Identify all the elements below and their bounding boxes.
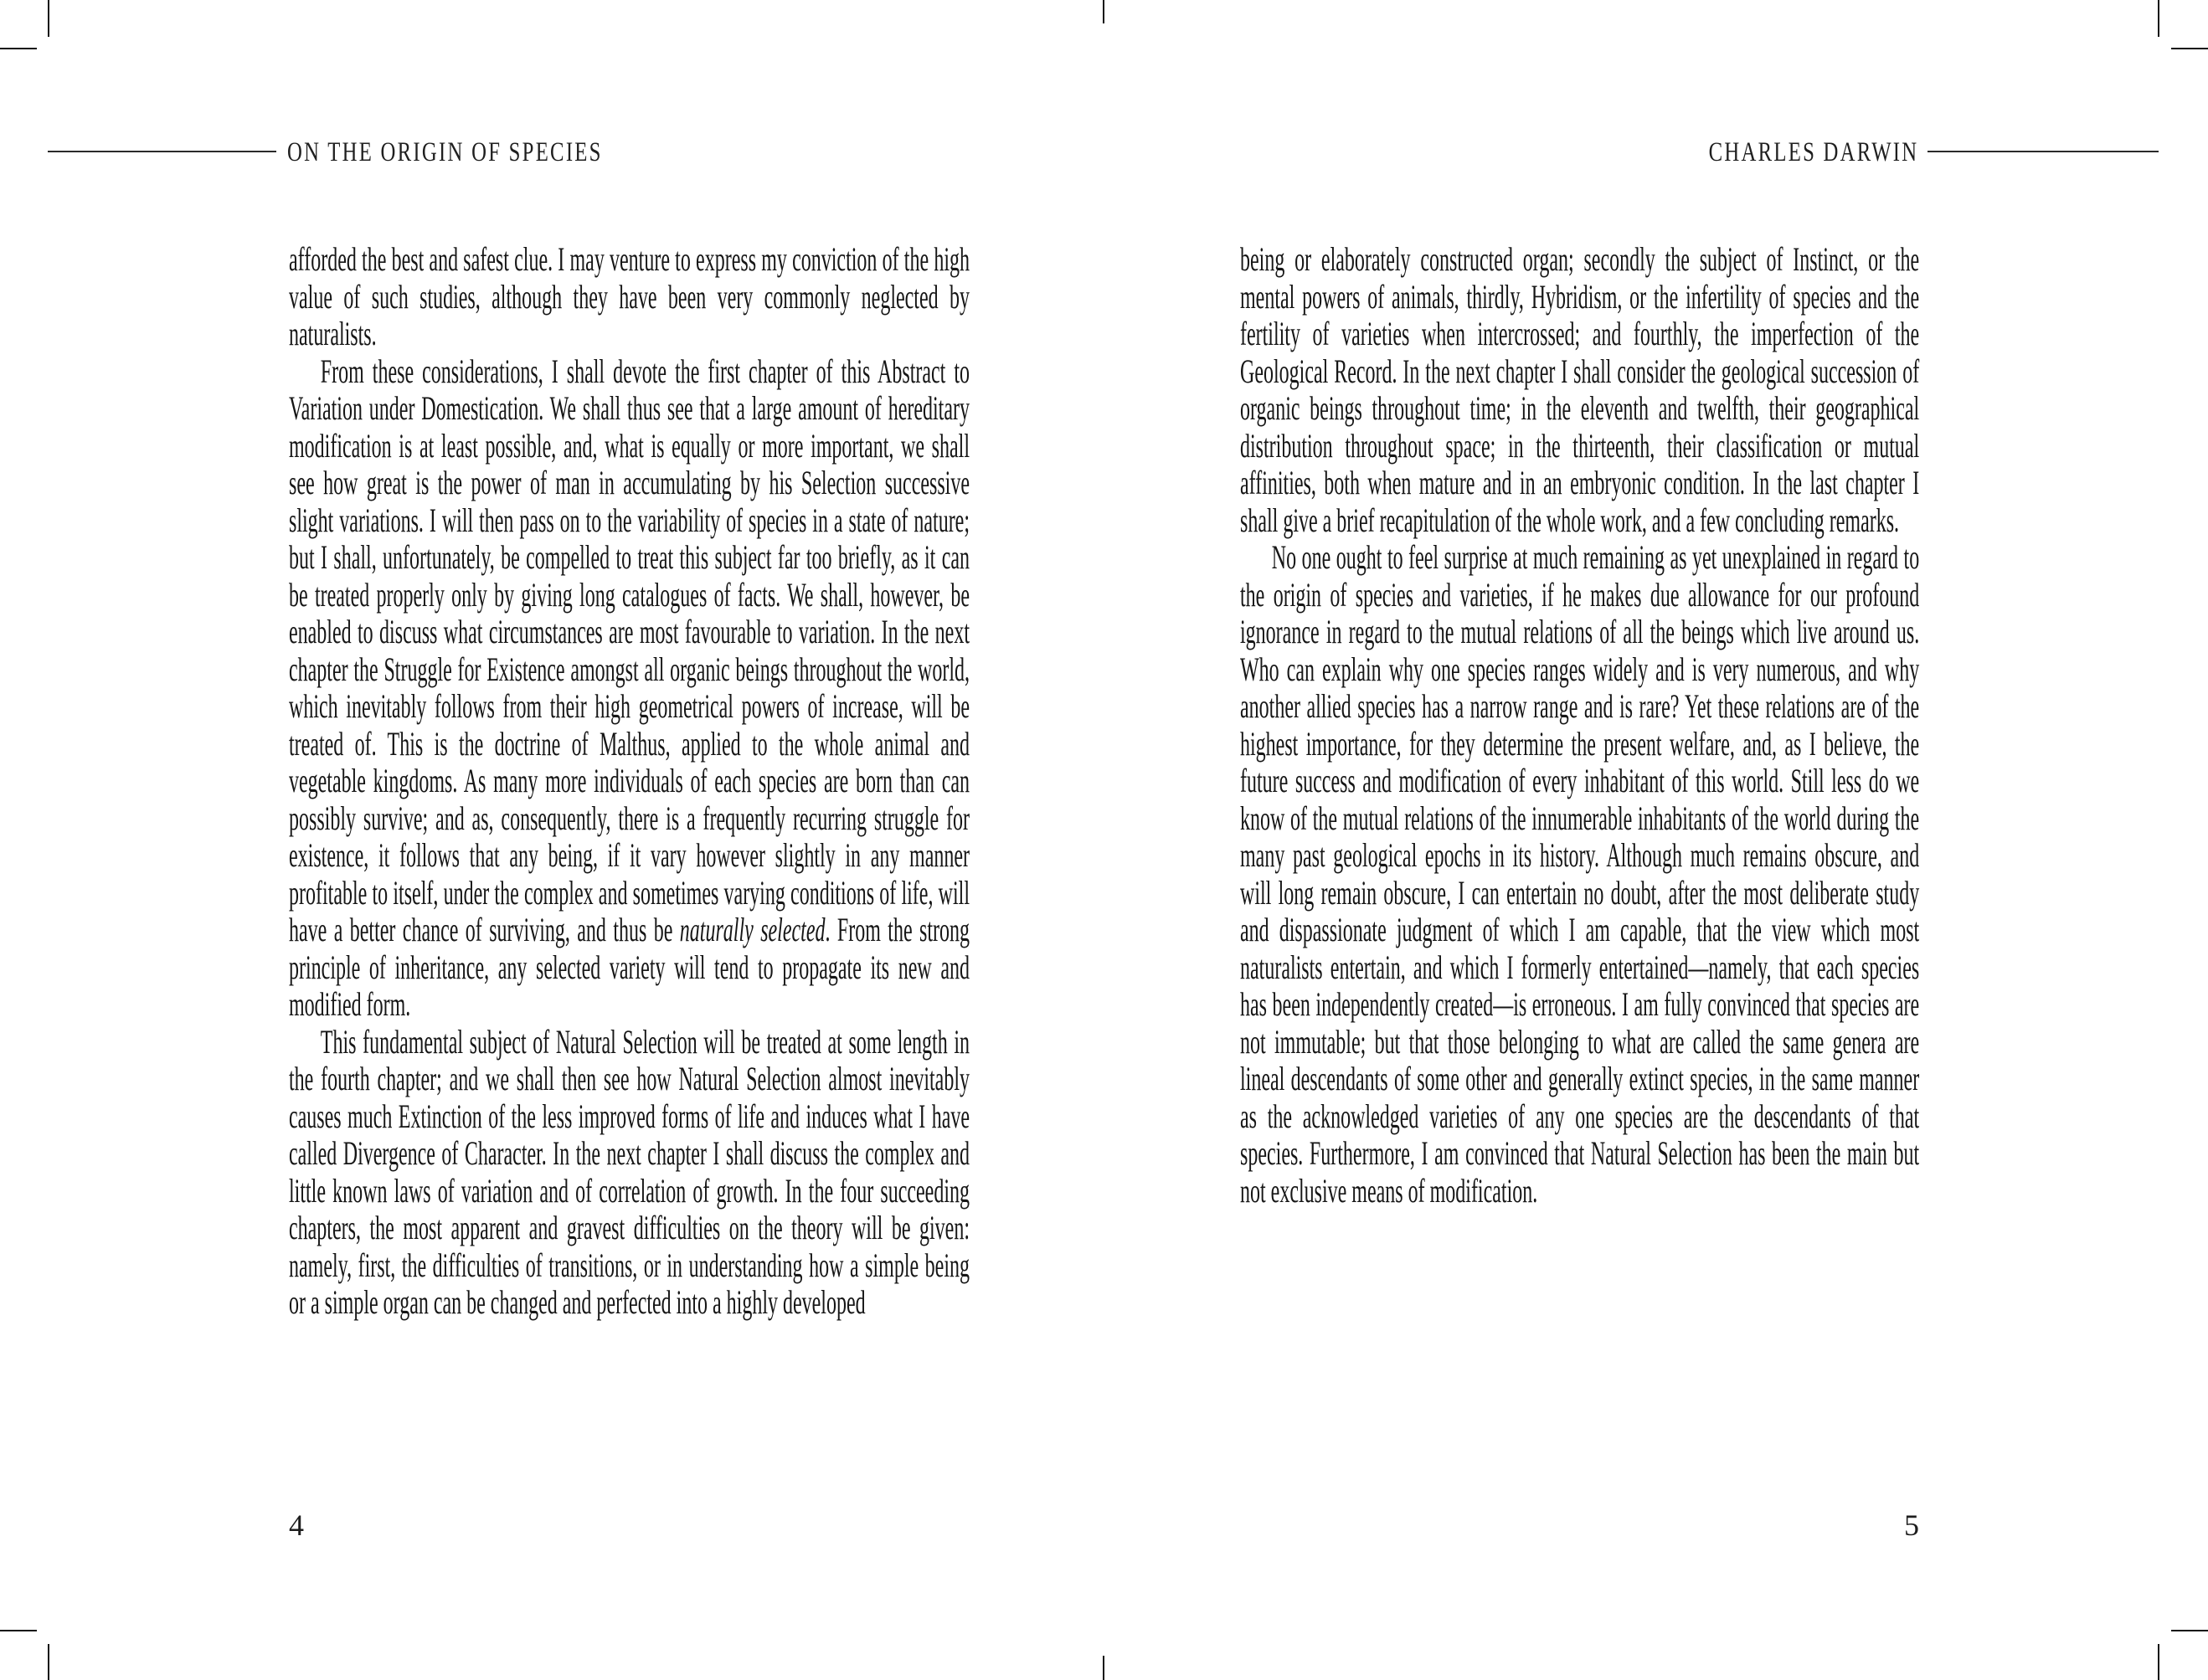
text-run: This fundamental subject of Natural Selection will be treated at some length in the fourth chapter; and we shall then see how Natural Selection almost inevitably causes much Extinction of the less improved forms of life and induces what I have called Divergence of Character. In the next chapter I shall discuss the complex and little known laws of variation and of correlation of growth. In the four succeeding chapters, the most apparent and gravest difficulties on the theory will be given: namely, first, the difficulties of transitions, or in understanding how a simple being or a simple organ can be changed and perfected into a highly developed: [289, 1022, 970, 1321]
text-run: afforded the best and safest clue. I may venture to express my conviction of the high value of such studies, although they have been very commonly neglected by naturalists.: [289, 240, 970, 352]
crop-mark-bottom-right-vertical: [2158, 1644, 2159, 1680]
body-paragraph: [1240, 241, 1919, 539]
body-paragraph: [289, 241, 970, 353]
text-column-left-page: [289, 241, 970, 1322]
crop-mark-bottom-right-horizontal: [2171, 1630, 2208, 1631]
body-paragraph: [289, 1024, 970, 1322]
page-number-left: 4: [289, 1508, 304, 1542]
running-head-rule-right: [1927, 151, 2159, 152]
page-number-right: 5: [1904, 1508, 1919, 1542]
crop-mark-bottom-left-vertical: [48, 1644, 49, 1680]
text-column-right-page: [1240, 241, 1919, 1210]
crop-mark-top-right-vertical: [2158, 0, 2159, 37]
body-paragraph: [289, 353, 970, 1024]
running-head-rule-left: [48, 151, 276, 152]
crop-mark-top-right-horizontal: [2171, 48, 2208, 49]
crop-mark-bottom-left-horizontal: [0, 1630, 37, 1631]
text-run: No one ought to feel surprise at much remaining as yet unexplained in regard to the origin of species and varieties, if he makes due allowance for our profound ignorance in regard to the mutual relations of all the beings which live around us. Who can explain why one species ranges widely and is very numerous, and why another allied species has a narrow range and is rare? Yet these relations are of the highest importance, for they determine the present welfare, and, as I believe, the future success and modification of every inhabitant of this world. Still less do we know of the mutual relations of the innumerable inhabitants of the world during the many past geological epochs in its history. Although much remains obscure, and will long remain obscure, I can entertain no doubt, after the most deliberate study and dispassionate judgment of which I am capable, that the view which most naturalists entertain, and which I formerly entertained—namely, that each species has been independently created—is erroneous. I am fully convinced that species are not immutable; but that those belonging to what are called the same genera are lineal descendants of some other and generally extinct species, in the same manner as the acknowledged varieties of any one species are the descendants of that species. Furthermore, I am convinced that Natural Selection has been the main but not exclusive means of modification.: [1240, 538, 1920, 1210]
text-run: being or elaborately constructed organ; secondly the subject of Instinct, or the mental powers of animals, thirdly, Hybridism, or the infertility of species and the fertility of varieties when intercrossed; and fourthly, the imperfection of the Geological Record. In the next chapter I shall consider the geological succession of organic beings throughout time; in the eleventh and twelfth, their geographical distribution throughout space; in the thirteenth, their classification or mutual affinities, both when mature and in an embryonic condition. In the last chapter I shall give a brief recapitulation of the whole work, and a few concluding remarks.: [1240, 240, 1920, 539]
crop-mark-top-left-vertical: [48, 0, 49, 37]
running-head-book-title: ON THE ORIGIN OF SPECIES: [287, 137, 603, 167]
body-paragraph: [1240, 539, 1919, 1210]
running-head-author: CHARLES DARWIN: [1708, 137, 1918, 167]
crop-mark-top-center-vertical: [1103, 0, 1104, 23]
text-run: . From the strong principle of inheritance, any selected variety will tend to propagate its new and modified form.: [289, 911, 970, 1023]
crop-mark-bottom-center-vertical: [1103, 1656, 1104, 1680]
italic-phrase: naturally selected: [679, 911, 826, 948]
crop-mark-top-left-horizontal: [0, 48, 37, 49]
text-run: From these considerations, I shall devote the first chapter of this Abstract to Variation under Domestication. We shall thus see that a large amount of hereditary modification is at least possible, and, what is equally or more important, we shall see how great is the power of man in accumulating by his Selection successive slight variations. I will then pass on to the variability of species in a state of nature; but I shall, unfortunately, be compelled to treat this subject far too briefly, as it can be treated properly only by giving long catalogues of facts. We shall, however, be enabled to discuss what circumstances are most favourable to variation. In the next chapter the Struggle for Existence amongst all organic beings throughout the world, which inevitably follows from their high geometrical powers of increase, will be treated of. This is the doctrine of Malthus, applied to the whole animal and vegetable kingdoms. As many more individuals of each species are born than can possibly survive; and as, consequently, there is a frequently recurring struggle for existence, it follows that any being, if it vary however slightly in any manner profitable to itself, under the complex and sometimes varying conditions of life, will have a better chance of surviving, and thus be: [289, 352, 970, 948]
